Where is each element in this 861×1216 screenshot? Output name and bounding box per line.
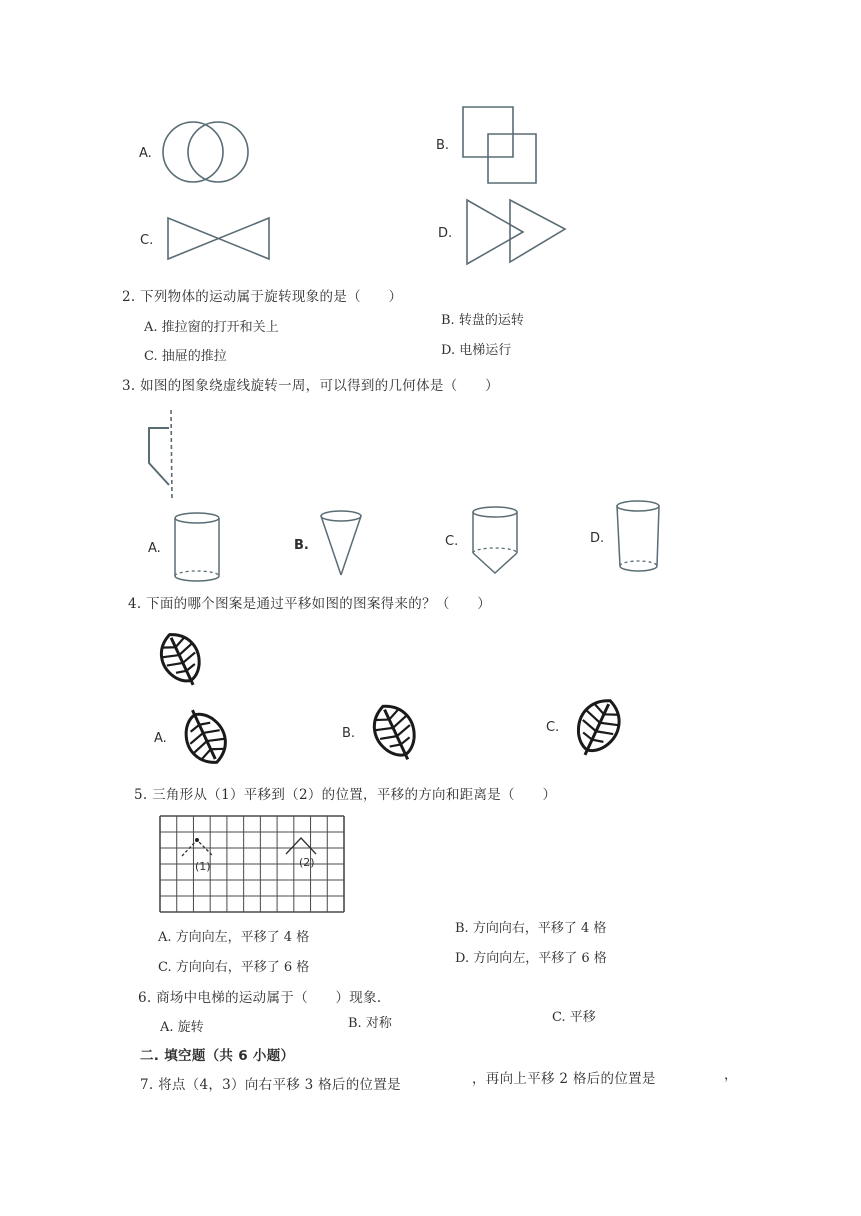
q4-label-b: B.	[342, 726, 356, 741]
q4-label-c: C.	[546, 720, 560, 735]
q1-figure-d-double-triangles	[463, 196, 569, 268]
q5-grid-label-2: (2)	[299, 856, 315, 869]
q5-option-b[interactable]: B. 方向向右，平移了 4 格	[455, 921, 607, 936]
q3-label-a: A.	[148, 541, 161, 556]
q4-figure-b-leaf-icon	[367, 700, 423, 764]
q5-option-a[interactable]: A. 方向向左，平移了 4 格	[158, 930, 310, 945]
q1-figure-b-overlapping-squares	[460, 104, 540, 186]
q7-part3: ，	[724, 1067, 738, 1083]
q5-grid-figure	[158, 814, 348, 916]
q2-option-a[interactable]: A. 推拉窗的打开和关上	[144, 320, 279, 335]
q1-label-c: C.	[140, 233, 154, 248]
q5-question-stem: 5. 三角形从（1）平移到（2）的位置，平移的方向和距离是（ ）	[134, 787, 557, 803]
q2-option-d[interactable]: D. 电梯运行	[441, 343, 512, 358]
q1-label-b: B.	[436, 138, 450, 153]
q6-question-stem: 6. 商场中电梯的运动属于（ ）现象.	[138, 990, 382, 1006]
section-2-heading: 二. 填空题（共 6 小题）	[140, 1048, 295, 1064]
q7-part2: ，再向上平移 2 格后的位置是	[472, 1071, 656, 1087]
q4-reference-leaf-icon	[155, 628, 207, 690]
q3-label-c: C.	[445, 534, 459, 549]
q1-figure-c-bowtie	[165, 215, 273, 263]
q6-option-b[interactable]: B. 对称	[348, 1016, 392, 1031]
q2-option-b[interactable]: B. 转盘的运转	[441, 313, 524, 328]
q3-figure-a-cylinder	[172, 510, 224, 586]
q7-part1: 7. 将点（4，3）向右平移 3 格后的位置是	[140, 1077, 401, 1093]
q5-option-d[interactable]: D. 方向向左，平移了 6 格	[455, 951, 607, 966]
q1-label-d: D.	[438, 226, 453, 241]
q1-label-a: A.	[139, 146, 152, 161]
q5-grid-label-1: (1)	[195, 860, 211, 873]
q6-option-a[interactable]: A. 旋转	[160, 1020, 204, 1035]
q3-figure-d-tapered-cylinder	[614, 498, 664, 576]
q3-figure-b-cone	[318, 507, 366, 579]
q2-option-c[interactable]: C. 抽屉的推拉	[144, 349, 227, 364]
q4-question-stem: 4. 下面的哪个图案是通过平移如图的图案得来的？（ ）	[128, 596, 492, 612]
q3-rotation-shape-figure	[138, 408, 188, 502]
q2-question-stem: 2. 下列物体的运动属于旋转现象的是（ ）	[122, 289, 403, 305]
q3-question-stem: 3. 如图的图象绕虚线旋转一周，可以得到的几何体是（ ）	[122, 378, 499, 394]
q4-figure-a-leaf-icon	[178, 705, 232, 769]
q4-figure-c-leaf-icon	[570, 694, 626, 760]
q5-option-c[interactable]: C. 方向向右，平移了 6 格	[158, 960, 310, 975]
q4-label-a: A.	[154, 731, 167, 746]
q1-figure-a-overlapping-circles	[160, 120, 260, 184]
q3-label-d: D.	[590, 531, 605, 546]
q3-figure-c-cylinder-with-cone	[470, 503, 522, 579]
q3-label-b: B.	[294, 538, 309, 553]
q6-option-c[interactable]: C. 平移	[552, 1010, 596, 1025]
